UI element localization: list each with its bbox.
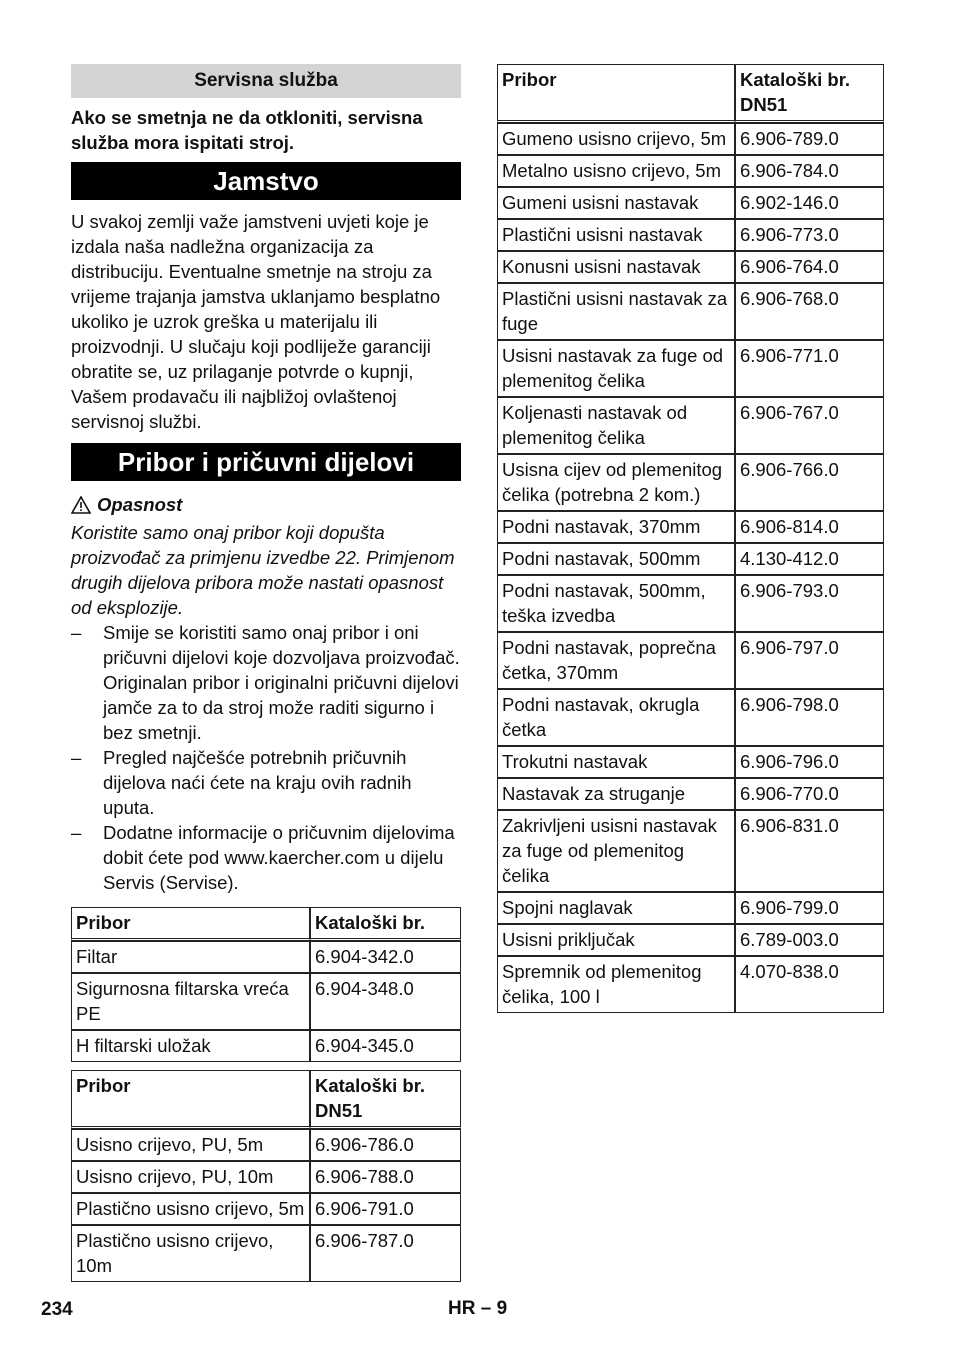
catalog-number: 6.906-814.0 <box>735 511 884 543</box>
table-header-row <box>497 64 884 123</box>
hose-accessories-table <box>71 1070 461 1282</box>
column-header-catalog-no: Kataloški br. <box>310 907 461 941</box>
table-row <box>497 187 884 219</box>
accessory-name: Usisna cijev od plemenitog čelika (potrebna 2 kom.) <box>497 454 735 511</box>
catalog-number: 6.906-770.0 <box>735 778 884 810</box>
accessory-name: Zakrivljeni usisni nastavak za fuge od plemenitog čelika <box>497 810 735 892</box>
table-row <box>497 397 884 454</box>
accessory-name: Spojni naglavak <box>497 892 735 924</box>
column-header-accessory: Pribor <box>71 907 310 941</box>
table-row <box>497 283 884 340</box>
table-header-row <box>71 907 461 941</box>
catalog-number: 6.906-831.0 <box>735 810 884 892</box>
notes-list <box>71 620 461 895</box>
catalog-number: 6.906-793.0 <box>735 575 884 632</box>
catalog-number: 6.906-787.0 <box>310 1225 461 1282</box>
accessory-name: Gumeni usisni nastavak <box>497 187 735 219</box>
table-row <box>497 689 884 746</box>
catalog-number: 6.904-342.0 <box>310 941 461 973</box>
warning-triangle-icon <box>71 496 91 514</box>
page-number: 234 <box>41 1299 73 1320</box>
accessory-name: Gumeno usisno crijevo, 5m <box>497 123 735 155</box>
accessory-name: H filtarski uložak <box>71 1030 310 1062</box>
table-row <box>497 155 884 187</box>
table-row <box>497 219 884 251</box>
list-item <box>71 745 461 820</box>
list-item <box>71 820 461 895</box>
right-column <box>497 64 884 1013</box>
accessory-name: Metalno usisno crijevo, 5m <box>497 155 735 187</box>
accessory-name: Podni nastavak, 370mm <box>497 511 735 543</box>
table-row <box>71 973 461 1030</box>
table-row <box>497 746 884 778</box>
accessories-heading: Pribor i pričuvni dijelovi <box>71 443 461 481</box>
table-row <box>71 1030 461 1062</box>
catalog-number: 4.130-412.0 <box>735 543 884 575</box>
accessory-name: Plastični usisni nastavak <box>497 219 735 251</box>
accessory-name: Podni nastavak, 500mm, teška izvedba <box>497 575 735 632</box>
section-page-label: HR – 9 <box>448 1298 508 1319</box>
column-header-catalog-no: Kataloški br. DN51 <box>310 1070 461 1129</box>
accessory-name: Plastično usisno crijevo, 10m <box>71 1225 310 1282</box>
catalog-number: 6.906-786.0 <box>310 1129 461 1161</box>
catalog-number: 6.906-791.0 <box>310 1193 461 1225</box>
list-item-text: Pregled najčešće potrebnih pričuvnih dijelova naći ćete na kraju ovih radnih uputa. <box>103 747 412 818</box>
service-heading: Servisna služba <box>71 64 461 98</box>
service-text: Ako se smetnja ne da otkloniti, servisna služba mora ispitati stroj. <box>71 107 423 153</box>
catalog-number: 4.070-838.0 <box>735 956 884 1013</box>
list-item-text: Dodatne informacije o pričuvnim dijelovima dobit ćete pod www.kaercher.com u dijelu Servis (Servise). <box>103 822 455 893</box>
accessory-name: Sigurnosna filtarska vreća PE <box>71 973 310 1030</box>
table-row <box>497 251 884 283</box>
accessory-name: Podni nastavak, 500mm <box>497 543 735 575</box>
catalog-number: 6.906-799.0 <box>735 892 884 924</box>
catalog-number: 6.904-348.0 <box>310 973 461 1030</box>
accessory-name: Filtar <box>71 941 310 973</box>
catalog-number: 6.906-797.0 <box>735 632 884 689</box>
accessory-name: Usisno crijevo, PU, 5m <box>71 1129 310 1161</box>
table-row <box>497 123 884 155</box>
accessory-name: Podni nastavak, okrugla četka <box>497 689 735 746</box>
accessory-name: Koljenasti nastavak od plemenitog čelika <box>497 397 735 454</box>
catalog-number: 6.906-788.0 <box>310 1161 461 1193</box>
catalog-number: 6.904-345.0 <box>310 1030 461 1062</box>
accessory-name: Usisno crijevo, PU, 10m <box>71 1161 310 1193</box>
catalog-number: 6.906-798.0 <box>735 689 884 746</box>
table-row <box>497 892 884 924</box>
table-row <box>71 1161 461 1193</box>
column-header-accessory: Pribor <box>71 1070 310 1129</box>
column-header-catalog-no: Kataloški br. DN51 <box>735 64 884 123</box>
dash-marker: – <box>71 622 82 643</box>
catalog-number: 6.906-771.0 <box>735 340 884 397</box>
catalog-number: 6.902-146.0 <box>735 187 884 219</box>
accessory-name: Usisni nastavak za fuge od plemenitog čelika <box>497 340 735 397</box>
danger-text: Koristite samo onaj pribor koji dopušta proizvođač za primjenu izvedbe 22. Primjenom drugih dijelova pribora može nastati opasnost od eksplozije. <box>71 522 455 618</box>
catalog-number: 6.906-764.0 <box>735 251 884 283</box>
danger-title: Opasnost <box>97 494 183 515</box>
catalog-number: 6.906-767.0 <box>735 397 884 454</box>
table-row <box>71 1193 461 1225</box>
table-row <box>497 956 884 1013</box>
table-row <box>497 924 884 956</box>
accessory-name: Podni nastavak, poprečna četka, 370mm <box>497 632 735 689</box>
table-row <box>497 543 884 575</box>
column-header-accessory: Pribor <box>497 64 735 123</box>
accessory-name: Spremnik od plemenitog čelika, 100 l <box>497 956 735 1013</box>
table-row <box>497 632 884 689</box>
accessory-name: Trokutni nastavak <box>497 746 735 778</box>
table-row <box>497 340 884 397</box>
catalog-number: 6.906-773.0 <box>735 219 884 251</box>
nozzle-accessories-table <box>497 64 884 1013</box>
catalog-number: 6.789-003.0 <box>735 924 884 956</box>
table-row <box>497 810 884 892</box>
list-item <box>71 620 461 745</box>
list-item-text: Smije se koristiti samo onaj pribor i oni pričuvni dijelovi koje dozvoljava proizvođač. Originalan pribor i originalni pričuvni dijelovi jamče za to da stroj može raditi sigurno i bez smetnji. <box>103 622 460 743</box>
catalog-number: 6.906-789.0 <box>735 123 884 155</box>
accessory-name: Nastavak za struganje <box>497 778 735 810</box>
filter-accessories-table <box>71 907 461 1062</box>
table-row <box>71 1129 461 1161</box>
table-row <box>497 778 884 810</box>
table-row <box>71 941 461 973</box>
accessory-name: Plastično usisno crijevo, 5m <box>71 1193 310 1225</box>
table-header-row <box>71 1070 461 1129</box>
warranty-heading: Jamstvo <box>71 162 461 200</box>
table-row <box>497 454 884 511</box>
table-row <box>497 575 884 632</box>
left-column <box>71 64 461 1282</box>
dash-marker: – <box>71 747 82 768</box>
accessory-name: Konusni usisni nastavak <box>497 251 735 283</box>
table-row <box>71 1225 461 1282</box>
catalog-number: 6.906-768.0 <box>735 283 884 340</box>
catalog-number: 6.906-766.0 <box>735 454 884 511</box>
dash-marker: – <box>71 822 82 843</box>
danger-title-row <box>71 492 461 517</box>
catalog-number: 6.906-796.0 <box>735 746 884 778</box>
table-row <box>497 511 884 543</box>
warranty-text: U svakoj zemlji važe jamstveni uvjeti koje je izdala naša nadležna organizacija za distribuciju. Eventualne smetnje na stroju za vrijeme trajanja jamstva uklanjamo besplatno ukoliko je uzrok greška u materijalu ili proizvodnji. U slučaju koji podliježe garanciji obratite se, uz prilaganje potvrde o kupnji, Vašem prodavaču ili najbližoj ovlaštenoj servisnoj službi. <box>71 211 441 432</box>
catalog-number: 6.906-784.0 <box>735 155 884 187</box>
accessory-name: Usisni priključak <box>497 924 735 956</box>
accessory-name: Plastični usisni nastavak za fuge <box>497 283 735 340</box>
